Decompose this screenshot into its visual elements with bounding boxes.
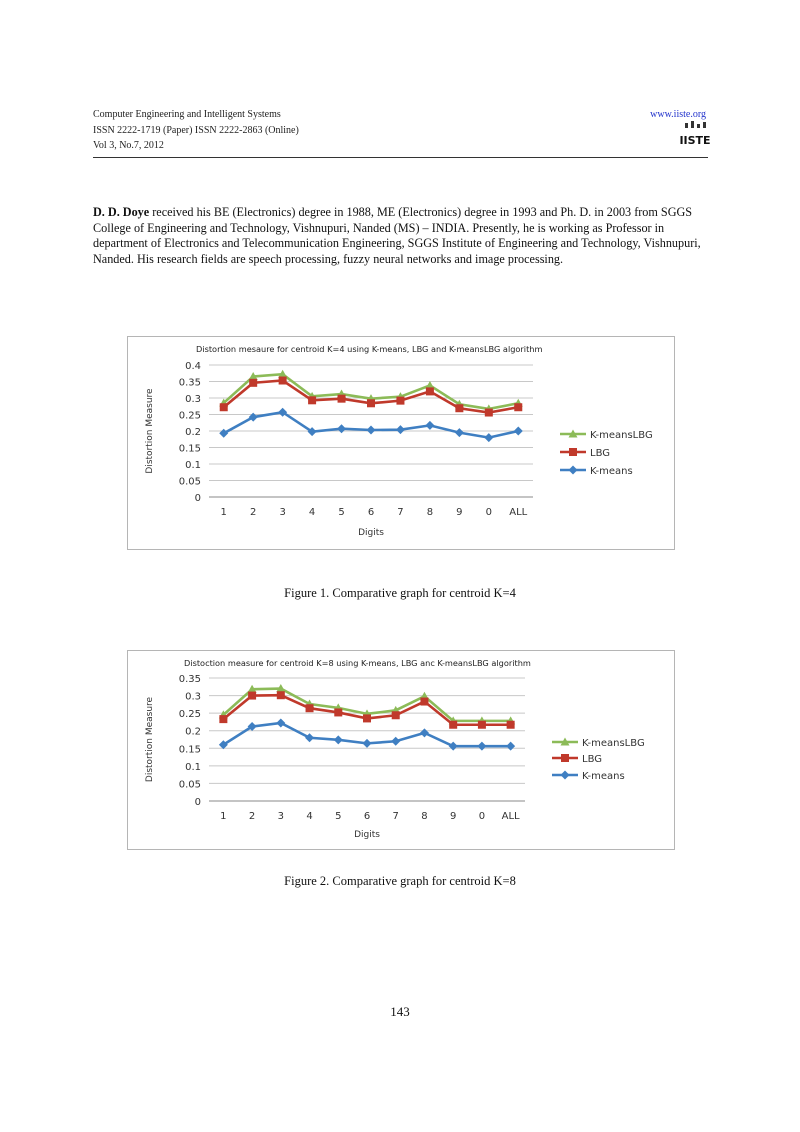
y-tick-label: 0.35 (178, 674, 201, 685)
data-point-lbg (507, 721, 515, 729)
x-tick-label: 0 (485, 507, 493, 518)
data-point-lbg (514, 403, 522, 411)
data-point-kmeans (455, 428, 464, 437)
legend-label: LBG (590, 448, 611, 459)
data-point-lbg (478, 721, 486, 729)
x-tick-label: 1 (220, 507, 227, 518)
y-tick-label: 0.05 (178, 779, 201, 791)
y-tick-label: 0.2 (185, 726, 201, 738)
x-tick-label: 8 (421, 811, 428, 822)
volume-line: Vol 3, No.7, 2012 (93, 140, 164, 151)
page-number: 143 (390, 1004, 410, 1019)
data-point-kmeans (514, 427, 523, 436)
y-tick-label: 0.3 (185, 394, 201, 405)
x-tick-label: 0 (478, 811, 486, 822)
iiste-logo (679, 121, 711, 147)
chart-title: Distoction measure for centroid K=8 using K-means, LBG anc K-meansLBG algorithm (184, 658, 531, 668)
chart-k8-svg (128, 651, 674, 849)
figure-2-chart (127, 650, 675, 850)
y-tick-label: 0.15 (178, 443, 201, 455)
y-tick-label: 0.05 (178, 476, 201, 488)
figure-1-chart (127, 336, 675, 550)
data-point-lbg (277, 691, 285, 699)
legend-marker (561, 771, 570, 780)
legend-label: K-means (590, 466, 633, 477)
figure-1-caption: Figure 1. Comparative graph for centroid K=4 (284, 586, 516, 600)
data-point-kmeans (363, 739, 372, 748)
data-point-lbg (396, 397, 404, 405)
y-tick-label: 0.1 (185, 460, 201, 471)
y-tick-label: 0 (194, 493, 201, 504)
x-tick-label: 1 (220, 811, 227, 822)
x-tick-label: 9 (456, 507, 463, 518)
data-point-kmeans (420, 728, 429, 737)
author-bio (93, 205, 709, 267)
data-point-lbg (426, 387, 434, 395)
x-tick-label: 3 (277, 811, 285, 822)
x-tick-label: 2 (248, 811, 256, 822)
x-tick-label: 3 (279, 507, 286, 518)
x-tick-label: 7 (397, 507, 404, 518)
legend-marker (569, 466, 578, 475)
issn-line: ISSN 2222-1719 (Paper) ISSN 2222-2863 (Online) (93, 125, 299, 136)
chart-k4-svg (128, 337, 674, 549)
data-point-kmeans (391, 737, 400, 746)
data-point-lbg (279, 377, 287, 385)
data-point-lbg (367, 399, 375, 407)
x-tick-label: 4 (308, 507, 316, 518)
data-point-kmeans (305, 733, 314, 742)
data-point-lbg (455, 404, 463, 412)
y-tick-label: 0.2 (185, 427, 201, 438)
x-tick-label: 7 (392, 811, 399, 822)
data-point-kmeans (506, 742, 515, 751)
data-point-kmeans (425, 421, 434, 430)
data-point-lbg (449, 721, 457, 729)
journal-name: Computer Engineering and Intelligent Systems (93, 109, 281, 120)
data-point-lbg (248, 692, 256, 700)
legend-label: K-meansLBG (582, 738, 645, 749)
data-point-lbg (220, 403, 228, 411)
legend-marker (561, 754, 569, 762)
y-tick-label: 0 (194, 797, 201, 808)
data-point-lbg (363, 714, 371, 722)
x-axis-label: Digits (354, 830, 380, 840)
data-point-lbg (249, 379, 257, 387)
x-tick-label: ALL (509, 507, 528, 518)
data-point-kmeans (367, 426, 376, 435)
x-tick-label: 9 (449, 811, 457, 822)
x-axis-label: Digits (358, 528, 384, 538)
x-tick-label: 8 (426, 507, 434, 518)
author-bio-text: received his BE (Electronics) degree in 1988, ME (Electronics) degree in 1993 and Ph. D. in 2003 from SGGS College of Engineering and Technology, Vishnupuri, Nanded (MS) – INDIA. Presently, he is working as Professor in department of Electronics and Telecommunication Engineering, SGGS Institute of Engineering and Technology, Vishnupuri, Nanded. His research fields are speech processing, fuzzy neural networks and image processing. (93, 205, 701, 266)
y-tick-label: 0.25 (178, 709, 201, 721)
data-point-lbg (338, 395, 346, 403)
x-tick-label: 6 (363, 811, 371, 822)
y-tick-label: 0.3 (185, 691, 201, 703)
data-point-lbg (392, 711, 400, 719)
data-point-lbg (219, 715, 227, 723)
figure-2-caption: Figure 2. Comparative graph for centroid K=8 (284, 874, 516, 888)
y-axis-label: Distortion Measure (145, 388, 155, 474)
author-name: D. D. Doye (93, 205, 150, 219)
data-point-kmeans (396, 425, 405, 434)
y-tick-label: 0.25 (178, 410, 201, 422)
logo-text: IISTE (679, 134, 711, 147)
data-point-kmeans (334, 735, 343, 744)
x-tick-label: 5 (338, 507, 345, 518)
legend-label: LBG (582, 754, 603, 765)
website-link[interactable]: www.iiste.org (650, 109, 706, 120)
legend-marker (569, 448, 577, 456)
x-tick-label: 4 (306, 811, 313, 822)
data-point-kmeans (276, 718, 285, 727)
y-axis-label: Distortion Measure (145, 696, 155, 783)
data-point-lbg (485, 409, 493, 417)
y-tick-label: 0.4 (185, 361, 201, 372)
data-point-lbg (334, 708, 342, 716)
data-point-lbg (420, 698, 428, 706)
data-point-kmeans (449, 742, 458, 751)
header-rule (93, 157, 708, 158)
legend-label: K-meansLBG (590, 430, 653, 441)
legend-label: K-means (582, 771, 625, 782)
data-point-kmeans (484, 433, 493, 442)
data-point-lbg (306, 704, 314, 712)
chart-title: Distortion mesaure for centroid K=4 using K-means, LBG and K-meansLBG algorithm (196, 344, 543, 354)
data-point-kmeans (337, 424, 346, 433)
x-tick-label: 6 (367, 507, 375, 518)
y-tick-label: 0.15 (178, 744, 201, 756)
y-tick-label: 0.1 (185, 761, 201, 773)
data-point-lbg (308, 396, 316, 404)
y-tick-label: 0.35 (178, 377, 201, 389)
data-point-kmeans (477, 742, 486, 751)
x-tick-label: ALL (501, 811, 520, 822)
x-tick-label: 5 (335, 811, 342, 822)
x-tick-label: 2 (249, 507, 257, 518)
